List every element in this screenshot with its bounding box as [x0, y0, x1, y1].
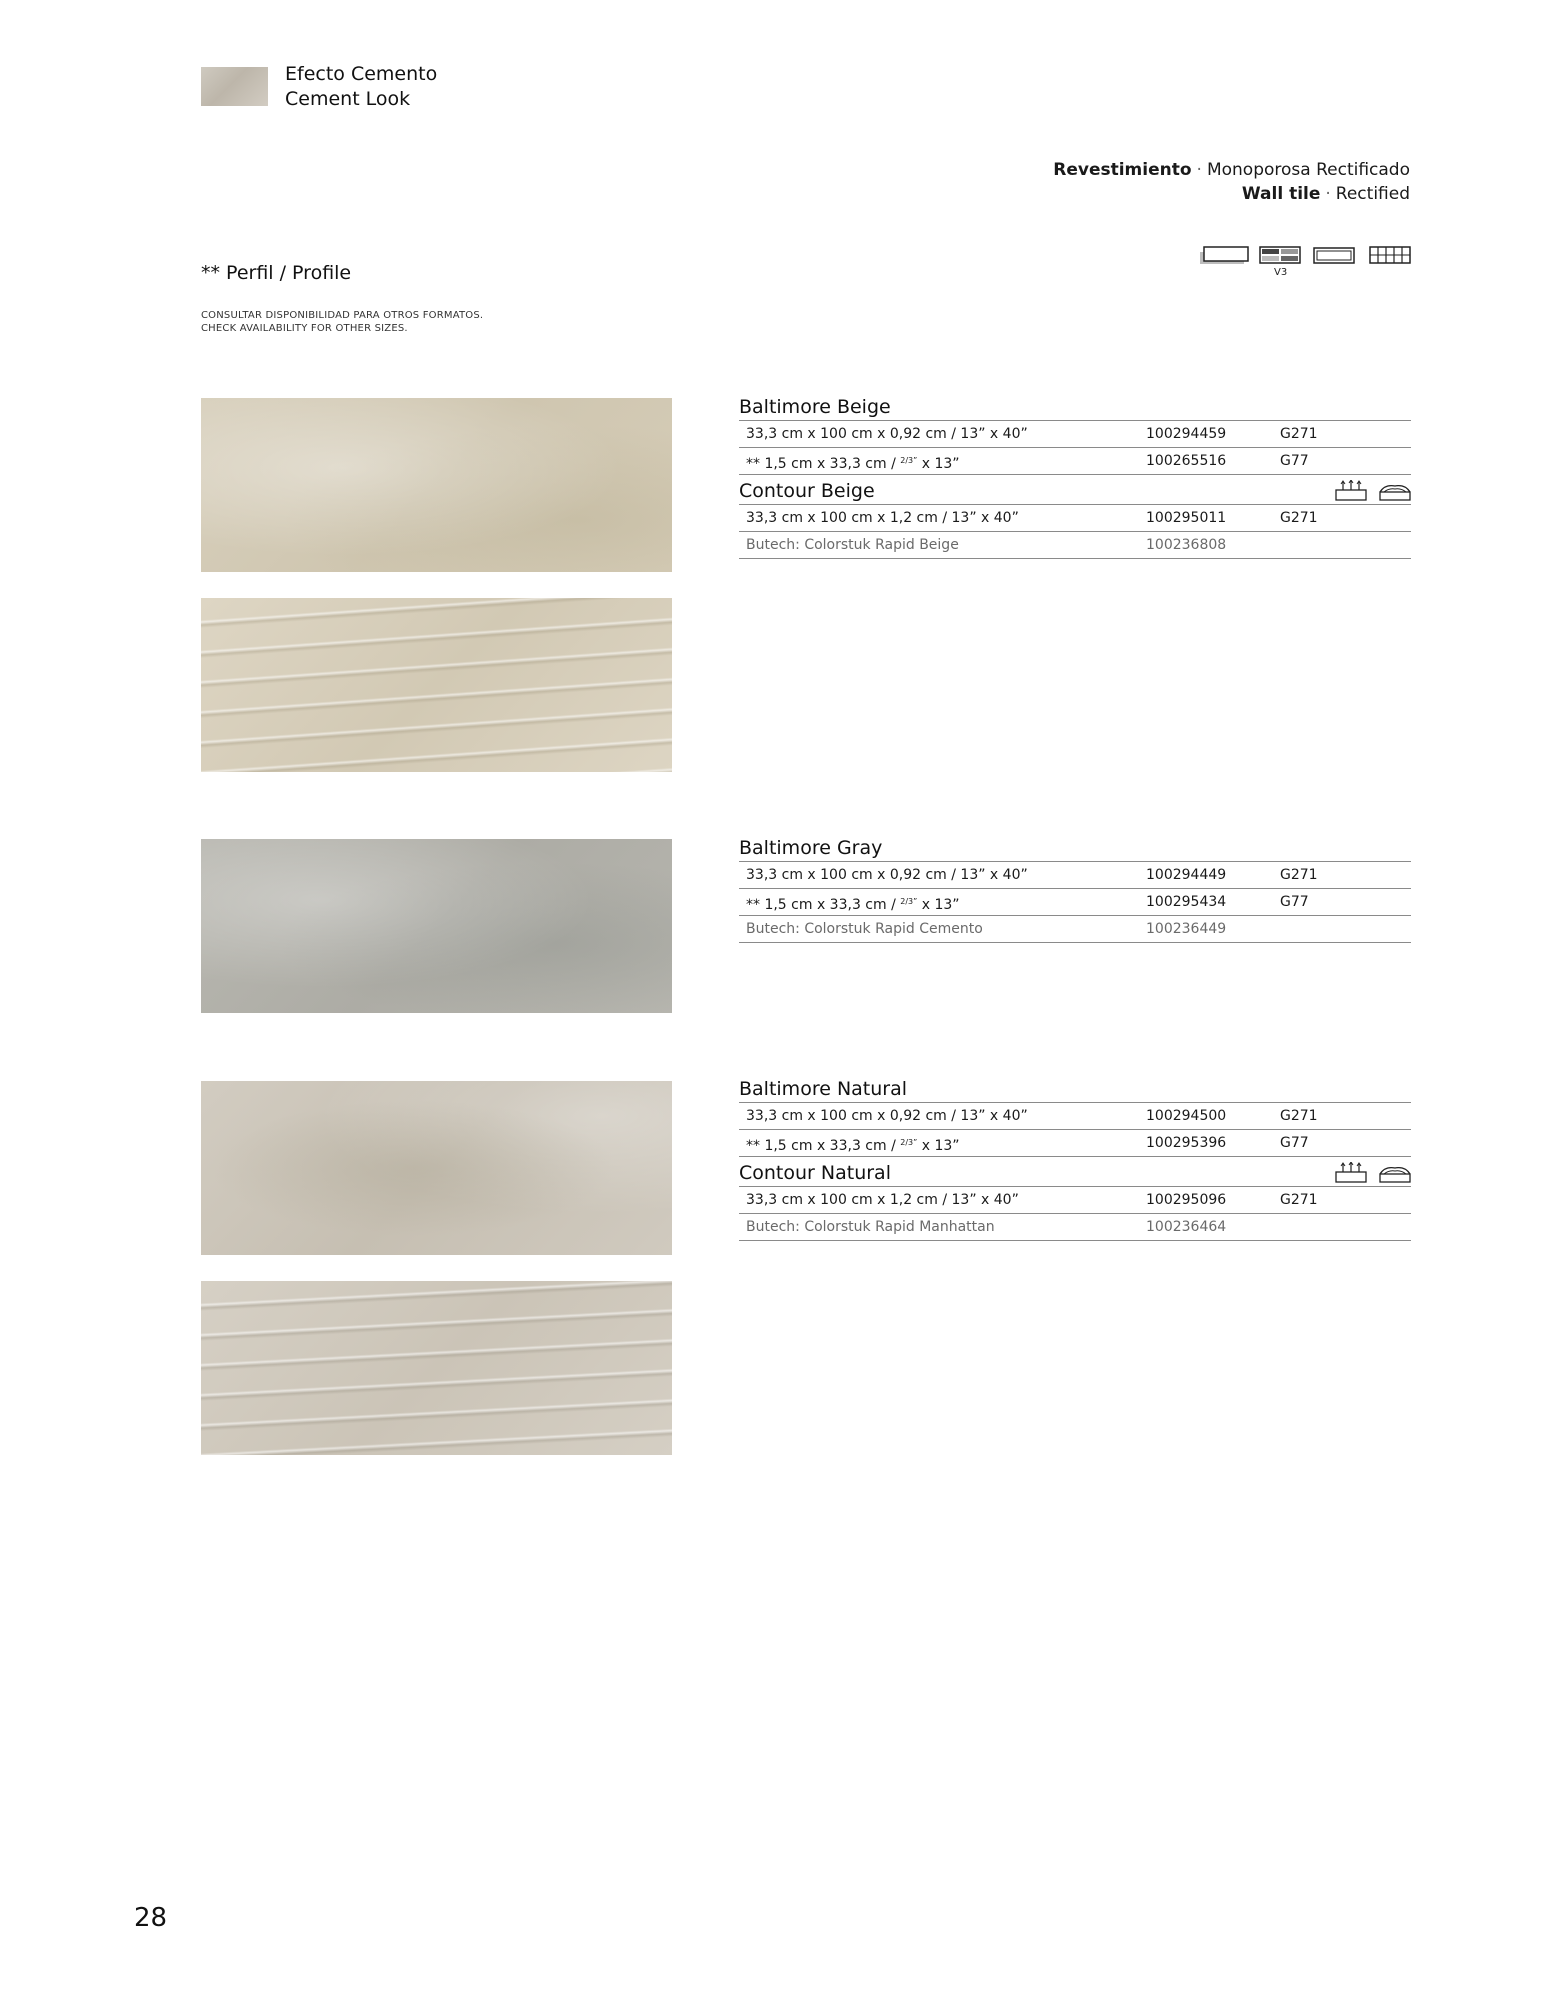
pack-cell: G271	[1280, 426, 1318, 442]
pack-cell: G271	[1280, 1192, 1318, 1208]
page-number: 28	[134, 1903, 168, 1933]
grout-name: Butech: Colorstuk Rapid Beige	[746, 537, 959, 553]
grout-name: Butech: Colorstuk Rapid Cemento	[746, 921, 983, 937]
code-cell: 100265516	[1146, 453, 1227, 469]
size-pre: ** 1,5 cm x 33,3 cm /	[746, 897, 901, 913]
size-pre: ** 1,5 cm x 33,3 cm /	[746, 456, 901, 472]
type-en-bold: Wall tile	[1241, 184, 1321, 204]
relief-profile-icon	[1379, 1162, 1411, 1184]
code-cell: 100295396	[1146, 1135, 1227, 1151]
product-name: Baltimore Natural	[739, 1078, 908, 1100]
3d-relief-icon	[1335, 480, 1367, 502]
section-title: Efecto Cemento	[285, 63, 438, 85]
tile-type-block	[1053, 158, 1410, 206]
grout-row	[739, 532, 1411, 559]
size-cell: 33,3 cm x 100 cm x 0,92 cm / 13” x 40”	[746, 426, 1028, 442]
table-row	[739, 505, 1411, 532]
pack-cell: G77	[1280, 453, 1309, 469]
pack-cell: G77	[1280, 1135, 1309, 1151]
type-en-separator: ·	[1325, 184, 1331, 204]
size-cell: 33,3 cm x 100 cm x 1,2 cm / 13” x 40”	[746, 1192, 1019, 1208]
baltimore-gray-tile-image	[201, 839, 672, 1013]
edge-profile-icon	[1200, 247, 1248, 264]
cement-look-swatch	[201, 67, 268, 106]
size-post: x 13”	[917, 897, 960, 913]
code-cell: 100295011	[1146, 510, 1227, 526]
type-es: Monoporosa Rectificado	[1206, 160, 1410, 180]
size-cell	[739, 1130, 1146, 1156]
wall-tile-icon	[1370, 247, 1410, 263]
rectified-tile-icon	[1314, 248, 1354, 263]
table-row	[739, 889, 1411, 916]
availability-note	[201, 309, 483, 335]
product-name: Baltimore Beige	[739, 396, 891, 418]
code-cell: 100294500	[1146, 1108, 1227, 1124]
table-row	[739, 1187, 1411, 1214]
product-baltimore-gray	[739, 835, 1411, 943]
spec-icons	[1200, 242, 1411, 278]
size-cell: 33,3 cm x 100 cm x 0,92 cm / 13” x 40”	[746, 1108, 1028, 1124]
grout-code: 100236449	[1146, 921, 1227, 937]
product-name: Contour Natural	[739, 1162, 891, 1184]
grout-name: Butech: Colorstuk Rapid Manhattan	[746, 1219, 995, 1235]
product-name: Baltimore Gray	[739, 837, 883, 859]
table-row	[739, 1103, 1411, 1130]
size-sup: 2/3”	[900, 1138, 918, 1147]
table-row	[739, 448, 1411, 475]
code-cell: 100295096	[1146, 1192, 1227, 1208]
size-sup: 2/3”	[900, 897, 918, 906]
table-row	[739, 421, 1411, 448]
profile-label: ** Perfil / Profile	[201, 262, 352, 284]
size-post: x 13”	[917, 456, 960, 472]
type-en: Rectified	[1335, 184, 1410, 204]
size-cell	[739, 448, 1146, 474]
availability-note-es: CONSULTAR DISPONIBILIDAD PARA OTROS FORMATOS.	[201, 310, 484, 321]
type-es-bold: Revestimiento	[1053, 160, 1192, 180]
availability-note-en: CHECK AVAILABILITY FOR OTHER SIZES.	[201, 323, 408, 334]
v3-label: V3	[1274, 267, 1288, 278]
contour-title	[739, 478, 1411, 504]
product-name: Contour Beige	[739, 480, 875, 502]
size-cell: 33,3 cm x 100 cm x 0,92 cm / 13” x 40”	[746, 867, 1028, 883]
table-row	[739, 1130, 1411, 1157]
product-baltimore-beige	[739, 394, 1411, 559]
pack-cell: G271	[1280, 510, 1318, 526]
grout-row	[739, 1214, 1411, 1241]
size-pre: ** 1,5 cm x 33,3 cm /	[746, 1138, 901, 1154]
3d-relief-icon	[1335, 1162, 1367, 1184]
contour-natural-tile-image	[201, 1281, 672, 1455]
type-es-separator: ·	[1196, 160, 1202, 180]
product-baltimore-natural	[739, 1076, 1411, 1241]
grout-code: 100236808	[1146, 537, 1227, 553]
code-cell: 100294459	[1146, 426, 1227, 442]
baltimore-beige-tile-image	[201, 398, 672, 572]
code-cell: 100294449	[1146, 867, 1227, 883]
contour-beige-tile-image	[201, 598, 672, 772]
code-cell: 100295434	[1146, 894, 1227, 910]
relief-profile-icon	[1379, 480, 1411, 502]
contour-title	[739, 1160, 1411, 1186]
pack-cell: G77	[1280, 894, 1309, 910]
grout-code: 100236464	[1146, 1219, 1227, 1235]
size-cell: 33,3 cm x 100 cm x 1,2 cm / 13” x 40”	[746, 510, 1019, 526]
shade-variation-icon	[1260, 247, 1300, 278]
size-post: x 13”	[917, 1138, 960, 1154]
grout-row	[739, 916, 1411, 943]
size-cell	[739, 889, 1146, 915]
section-subtitle: Cement Look	[285, 88, 411, 110]
size-sup: 2/3”	[900, 456, 918, 465]
baltimore-natural-tile-image	[201, 1081, 672, 1255]
table-row	[739, 862, 1411, 889]
pack-cell: G271	[1280, 1108, 1318, 1124]
pack-cell: G271	[1280, 867, 1318, 883]
